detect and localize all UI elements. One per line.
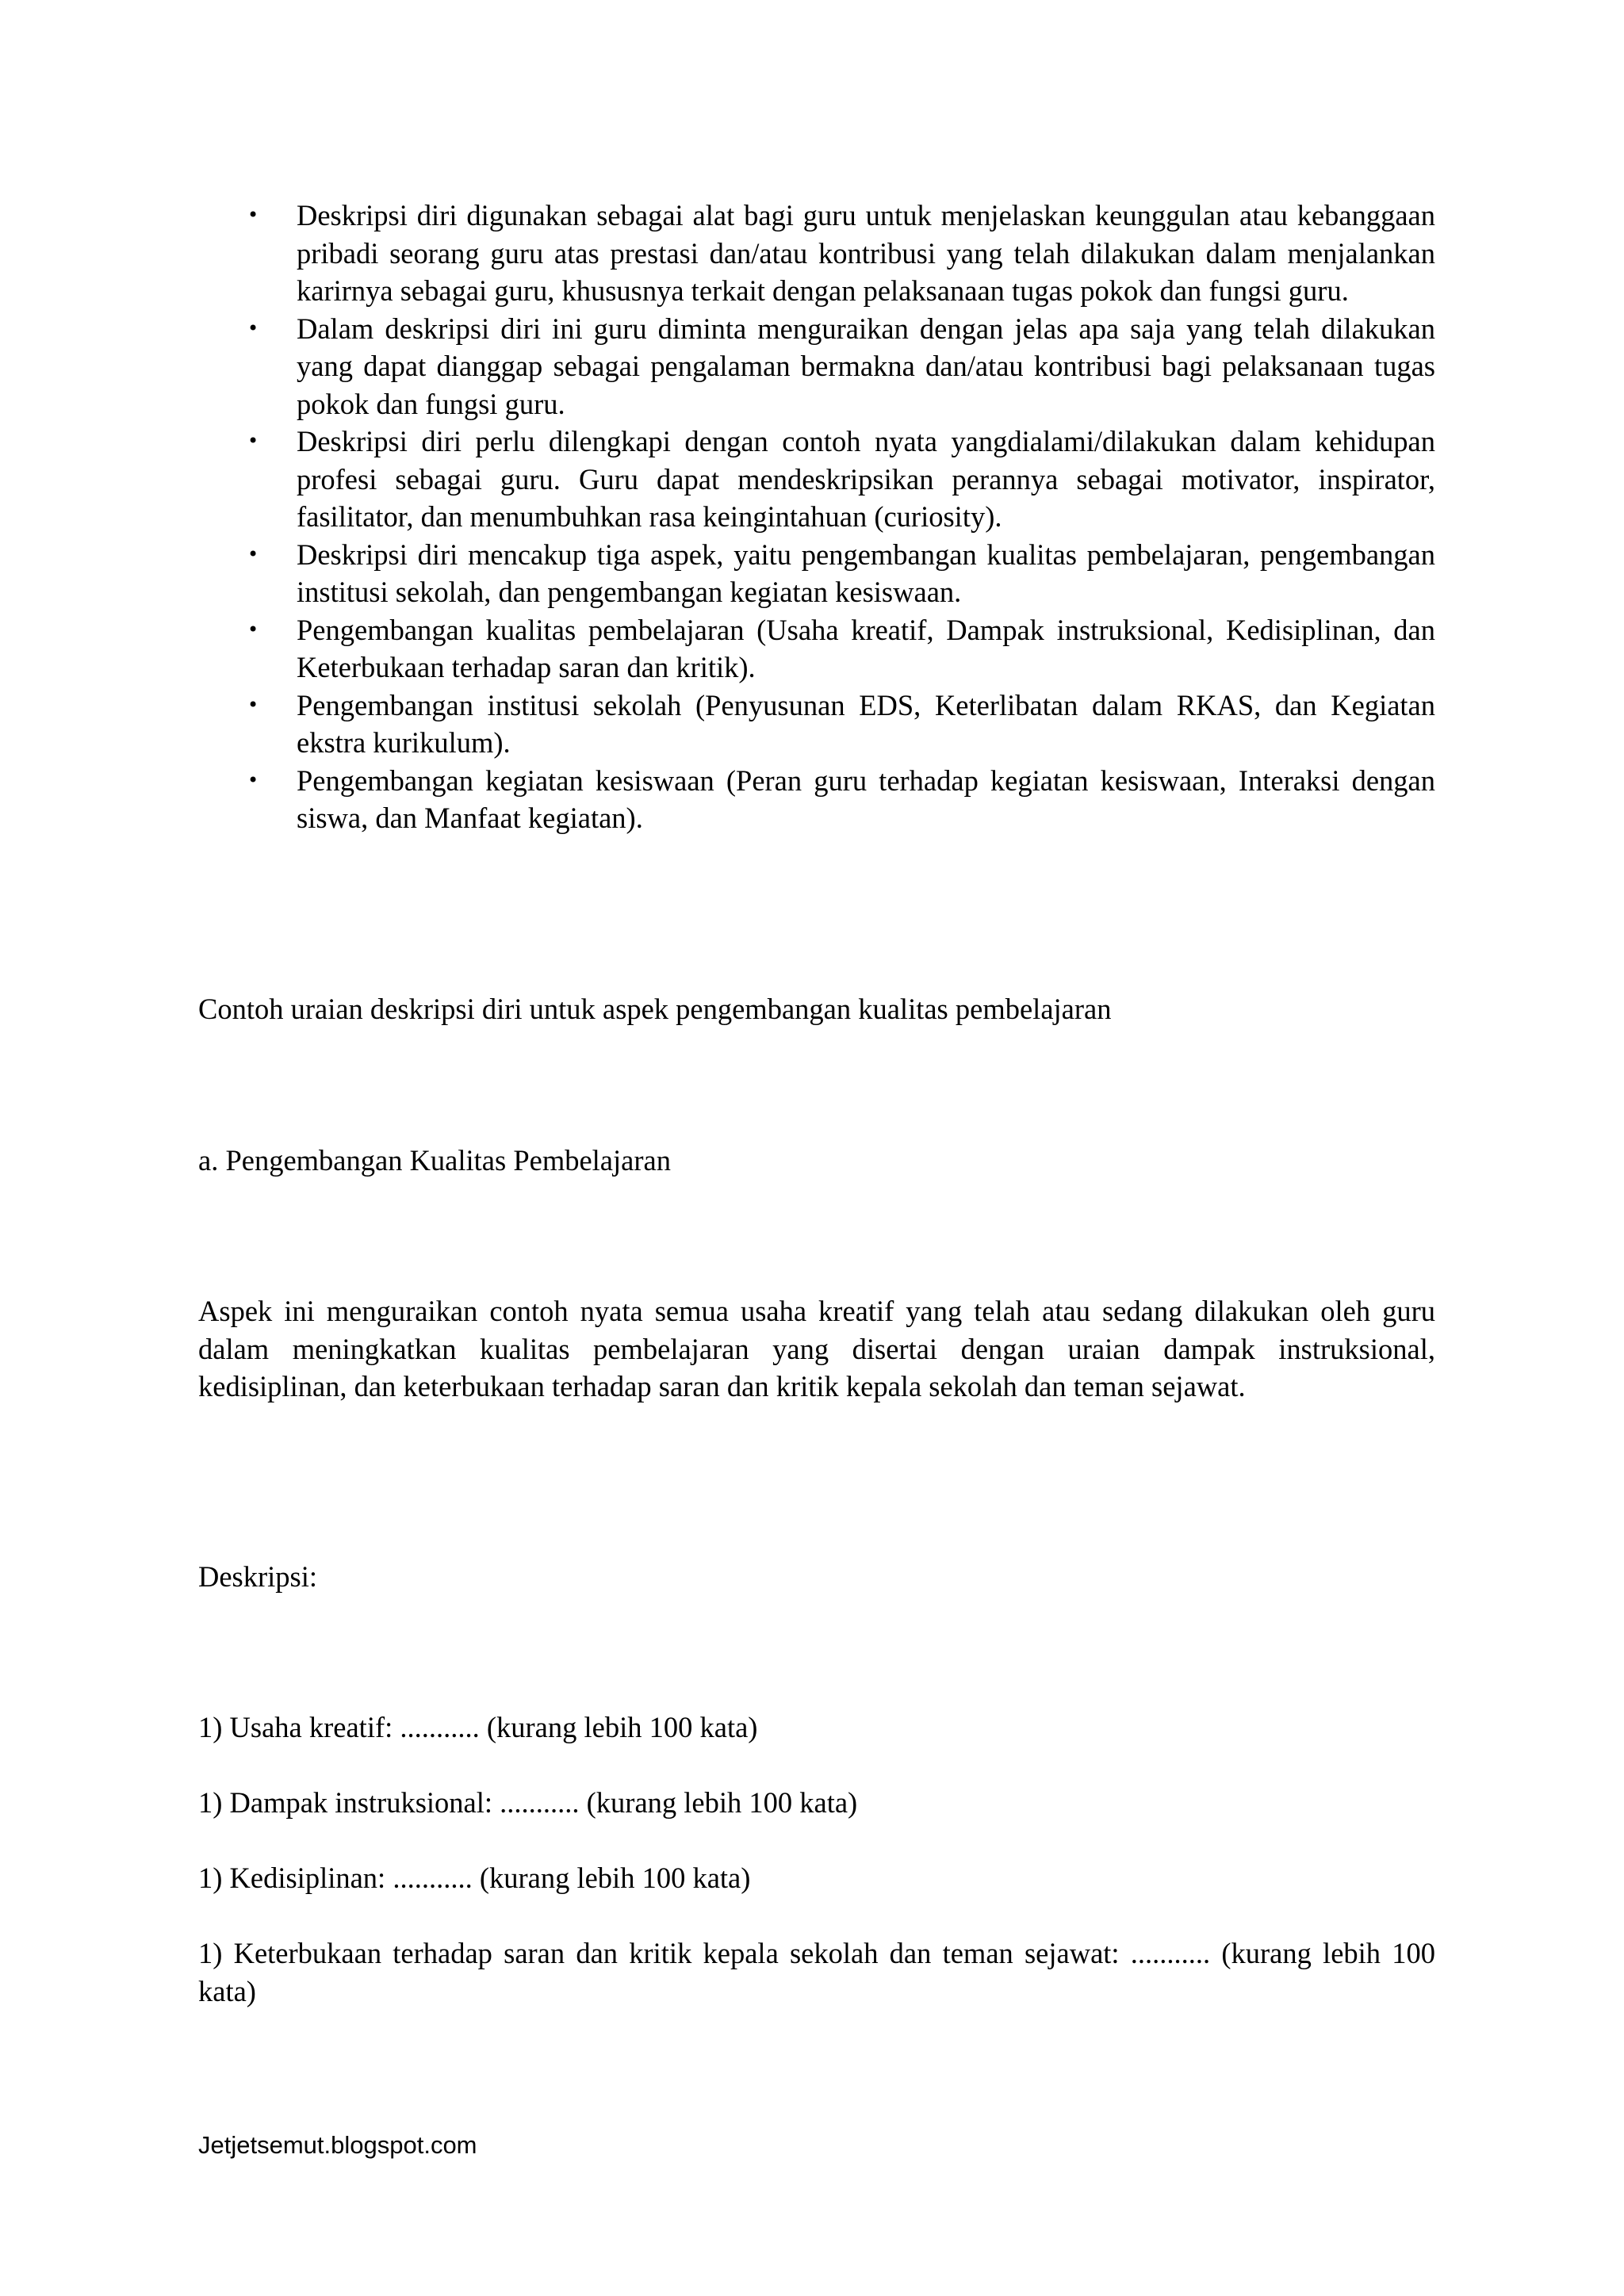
section-heading: a. Pengembangan Kualitas Pembelajaran bbox=[198, 1144, 671, 1177]
bullet-item: • Pengembangan institusi sekolah (Penyusunan EDS, Keterlibatan dalam RKAS, dan Kegiatan ekstra kurikulum). bbox=[238, 687, 1435, 762]
item-usaha-kreatif: 1) Usaha kreatif: ........... (kurang lebih 100 kata) bbox=[198, 1711, 758, 1743]
item-keterbukaan: 1) Keterbukaan terhadap saran dan kritik kepala sekolah dan teman sejawat: ........... (kurang lebih 100 kata) bbox=[198, 1937, 1435, 2007]
bullet-list bbox=[238, 197, 1435, 837]
bullet-item: • Dalam deskripsi diri ini guru diminta menguraikan dengan jelas apa saja yang telah dilakukan yang dapat dianggap sebagai pengalaman bermakna dan/atau kontribusi bagi pelaksanaan tugas pokok dan fungsi guru. bbox=[238, 310, 1435, 423]
bullet-item: • Deskripsi diri perlu dilengkapi dengan contoh nyata yangdialami/dilakukan dalam kehidupan profesi sebagai guru. Guru dapat mendeskripsikan perannya sebagai motivator, inspirator, fasilitator, dan menumbuhkan rasa keingintahuan (curiosity). bbox=[238, 423, 1435, 536]
bullet-item: • Pengembangan kualitas pembelajaran (Usaha kreatif, Dampak instruksional, Kedisiplinan, dan Keterbukaan terhadap saran dan kritik). bbox=[238, 611, 1435, 687]
bullet-item: • Pengembangan kegiatan kesiswaan (Peran guru terhadap kegiatan kesiswaan, Interaksi dengan siswa, dan Manfaat kegiatan). bbox=[238, 762, 1435, 837]
description-label: Deskripsi: bbox=[198, 1560, 318, 1593]
footer-source: Jetjetsemut.blogspot.com bbox=[198, 2131, 477, 2159]
bullet-item: • Deskripsi diri mencakup tiga aspek, yaitu pengembangan kualitas pembelajaran, pengembangan institusi sekolah, dan pengembangan kegiatan kesiswaan. bbox=[238, 536, 1435, 611]
bullet-item: • Deskripsi diri digunakan sebagai alat bagi guru untuk menjelaskan keunggulan atau kebanggaan pribadi seorang guru atas prestasi dan/atau kontribusi yang telah dilakukan dalam menjalankan karirnya sebagai guru, khususnya terkait dengan pelaksanaan tugas pokok dan fungsi guru. bbox=[238, 197, 1435, 310]
item-kedisiplinan: 1) Kedisiplinan: ........... (kurang lebih 100 kata) bbox=[198, 1862, 751, 1894]
example-intro: Contoh uraian deskripsi diri untuk aspek pengembangan kualitas pembelajaran bbox=[198, 993, 1112, 1025]
section-body: Aspek ini menguraikan contoh nyata semua usaha kreatif yang telah atau sedang dilakukan oleh guru dalam meningkatkan kualitas pembelajaran yang disertai dengan uraian dampak instruksional, kedisiplinan, dan keterbukaan terhadap saran dan kritik kepala sekolah dan teman sejawat. bbox=[198, 1295, 1435, 1402]
item-dampak-instruksional: 1) Dampak instruksional: ........... (kurang lebih 100 kata) bbox=[198, 1786, 858, 1819]
